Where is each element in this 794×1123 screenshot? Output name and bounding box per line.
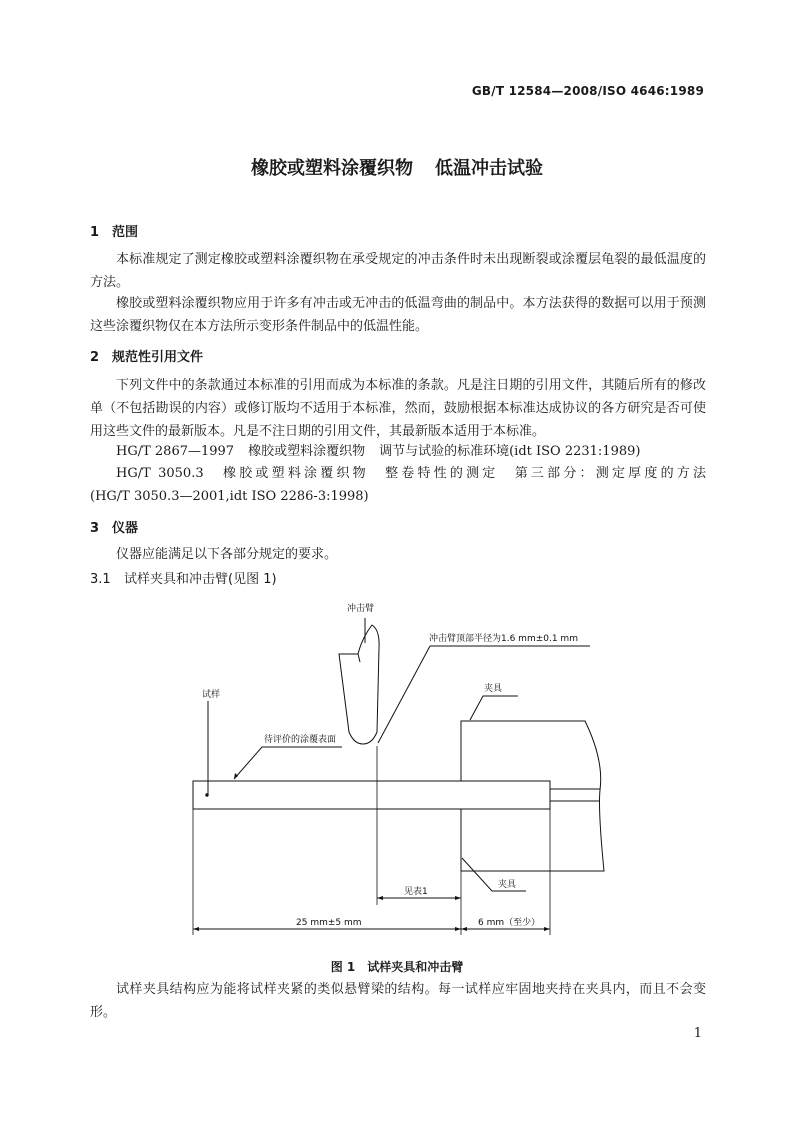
surface-leader: [234, 747, 342, 779]
label-clamp-bottom: 夹具: [498, 880, 517, 890]
label-min-6mm: 6 mm（至少）: [478, 918, 541, 928]
figure-number: 图 1: [330, 960, 356, 974]
clamp-top-leader: [470, 696, 518, 720]
page-number: 1: [693, 1026, 702, 1041]
clamp-bottom-leader: [462, 858, 526, 891]
section-number: 2: [90, 350, 100, 365]
standard-code: GB/T 12584—2008/ISO 4646:1989: [471, 84, 704, 98]
title-part-1: 橡胶或塑料涂覆织物: [251, 158, 413, 179]
reference-name: 橡胶或塑料涂覆织物: [248, 444, 366, 459]
label-radius: 冲击臂顶部半径为1.6 mm±0.1 mm: [429, 634, 578, 644]
section-1-paragraph-2: 橡胶或塑料涂覆织物应用于许多有冲击或无冲击的低温弯曲的制品中。本方法获得的数据可以用于预测这些涂覆织物仅在本方法所示变形条件制品中的低温性能。: [90, 296, 706, 334]
label-impact-arm: 冲击臂: [347, 604, 375, 614]
radius-leader: [378, 646, 590, 743]
label-see-table-1: 见表1: [404, 887, 428, 897]
section-title: 范围: [112, 225, 139, 240]
specimen-strip: [193, 781, 550, 809]
impact-arm: [339, 625, 379, 744]
section-1-paragraph-1: 本标准规定了测定橡胶或塑料涂覆织物在承受规定的冲击条件时未出现断裂或涂覆层龟裂的最低温度的方法。: [90, 252, 706, 290]
reference-code: HG/T 2867—1997: [116, 444, 235, 459]
figure-title: 试样夹具和冲击臂: [367, 960, 464, 974]
reference-2-line-1: HG/T 3050.3 橡胶或塑料涂覆织物 整卷特性的测定 第三部分：测定厚度的方法: [116, 466, 706, 481]
section-2-paragraph-1: 下列文件中的条款通过本标准的引用而成为本标准的条款。凡是注日期的引用文件，其随后所有的修改单（不包括勘误的内容）或修订版均不适用于本标准，然而，鼓励根据本标准达成协议的各方研究是否可使用这些文件的最新版本。凡是不注日期的引用文件，其最新版本适用于本标准。: [90, 378, 706, 439]
section-number: 1: [90, 225, 100, 240]
clamp-rod: [550, 789, 600, 801]
reference-2-line-2: (HG/T 3050.3—2001,idt ISO 2286-3:1998): [90, 489, 369, 504]
reference-desc: 调节与试验的标准环境(idt ISO 2231:1989): [379, 444, 641, 459]
section-title: 仪器: [112, 521, 139, 536]
section-title: 规范性引用文件: [112, 350, 204, 365]
label-length: 25 mm±5 mm: [296, 918, 362, 928]
subsection-title: 试样夹具和冲击臂(见图 1): [124, 572, 277, 587]
impact-arm-notch: [339, 654, 360, 662]
label-specimen: 试样: [202, 690, 221, 700]
section-3-paragraph-1: 仪器应能满足以下各部分规定的要求。: [116, 547, 338, 562]
clamp-block: [461, 721, 604, 871]
extension-lines: [193, 809, 550, 935]
label-coated-surface: 待评价的涂覆表面: [264, 735, 337, 745]
figure-1-caption: [0, 958, 794, 975]
subsection-number: 3.1: [90, 572, 111, 587]
label-clamp-top: 夹具: [484, 684, 503, 694]
title-part-2: 低温冲击试验: [435, 158, 543, 179]
section-number: 3: [90, 521, 100, 536]
section-3-paragraph-2: 试样夹具结构应为能将试样夹紧的类似悬臂梁的结构。每一试样应牢固地夹持在夹具内，而且不会变形。: [90, 982, 706, 1020]
